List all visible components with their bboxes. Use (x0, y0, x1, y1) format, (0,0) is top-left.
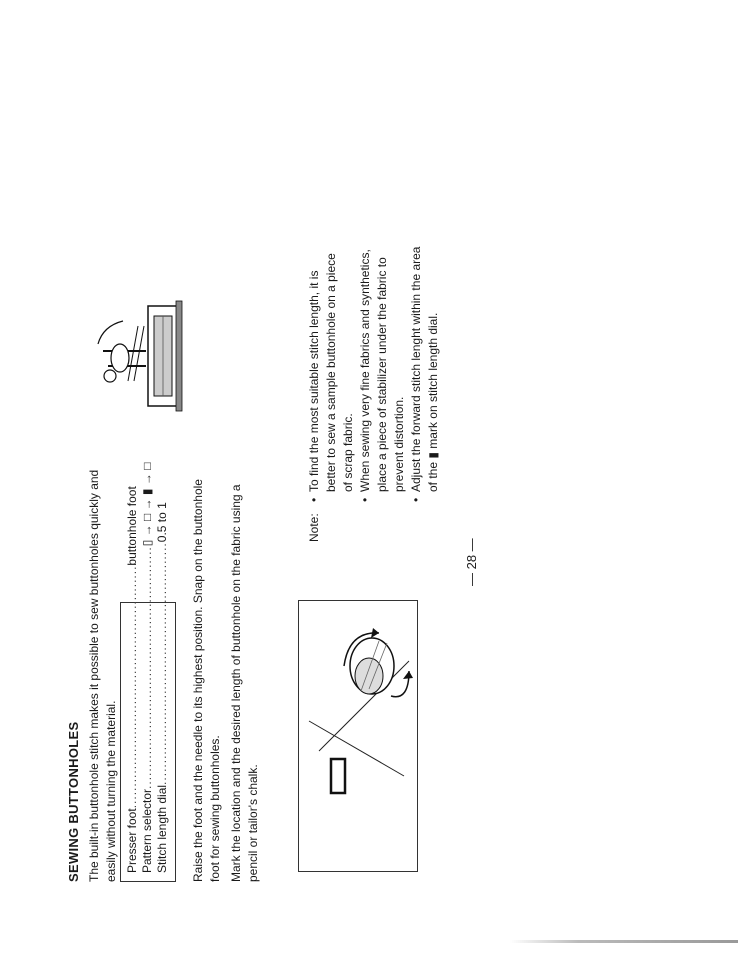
note-item (357, 242, 408, 502)
page-number: — 28 — (464, 538, 479, 586)
setting-stitch-length (155, 502, 170, 873)
note-label: Note: (307, 513, 321, 542)
fabric-line (309, 721, 404, 776)
intro-paragraph: The built-in buttonhole stitch makes it possible to sew buttonholes quickly and easily without turning the material. (87, 469, 118, 882)
note-item (306, 242, 357, 502)
leader-dots: ........................................................ (125, 565, 139, 809)
bullet-glyph: • (307, 497, 321, 502)
screw-lever (98, 321, 123, 344)
note-text: When sewing very fine fabrics and synthetics, place a piece of stabilizer under the fabric to prevent distortion. (358, 249, 406, 492)
note-text: Adjust the forward stitch lenght within the area of the ▮ mark on stitch length dial. (409, 246, 440, 492)
bullet-glyph: • (409, 497, 423, 502)
leader-dots: ........................................................ (155, 542, 169, 785)
thumb-screw (104, 370, 116, 382)
foot-clamp (111, 344, 129, 372)
stitch-dial-illustration (299, 601, 417, 871)
setting-label: Presser foot (125, 808, 139, 873)
note-item (408, 242, 442, 502)
step-raise-foot: Raise the foot and the needle to its highest position. Snap on the buttonhole foot for sewing buttonholes. (191, 479, 222, 882)
setting-value: ▯ → □ → ▮ → □ (140, 462, 154, 547)
setting-presser-foot (125, 486, 140, 873)
bullet-glyph: • (358, 497, 372, 502)
page-title: SEWING BUTTONHOLES (66, 721, 81, 882)
buttonhole-foot-illustration (88, 286, 218, 426)
step-mark-location: Mark the location and the desired length of buttonhole on the fabric using a pencil or tailor's chalk. (229, 484, 260, 882)
setting-value: 0.5 to 1 (155, 502, 169, 543)
dial-illustration-box (298, 600, 418, 872)
buttonhole-mark (331, 759, 345, 793)
scan-artifact-line (510, 940, 738, 943)
setting-label: Pattern selector (140, 788, 154, 873)
setting-value: buttonhole foot (125, 486, 139, 566)
leader-dots: ........................................................ (140, 546, 154, 789)
settings-box (120, 462, 176, 882)
setting-label: Stitch length dial (155, 784, 169, 873)
note-text: To find the most suitable stitch length, it is better to sew a sample buttonhole on a piece of scrap fabric. (307, 253, 355, 492)
setting-pattern-selector (140, 462, 155, 873)
note-block (306, 242, 442, 542)
